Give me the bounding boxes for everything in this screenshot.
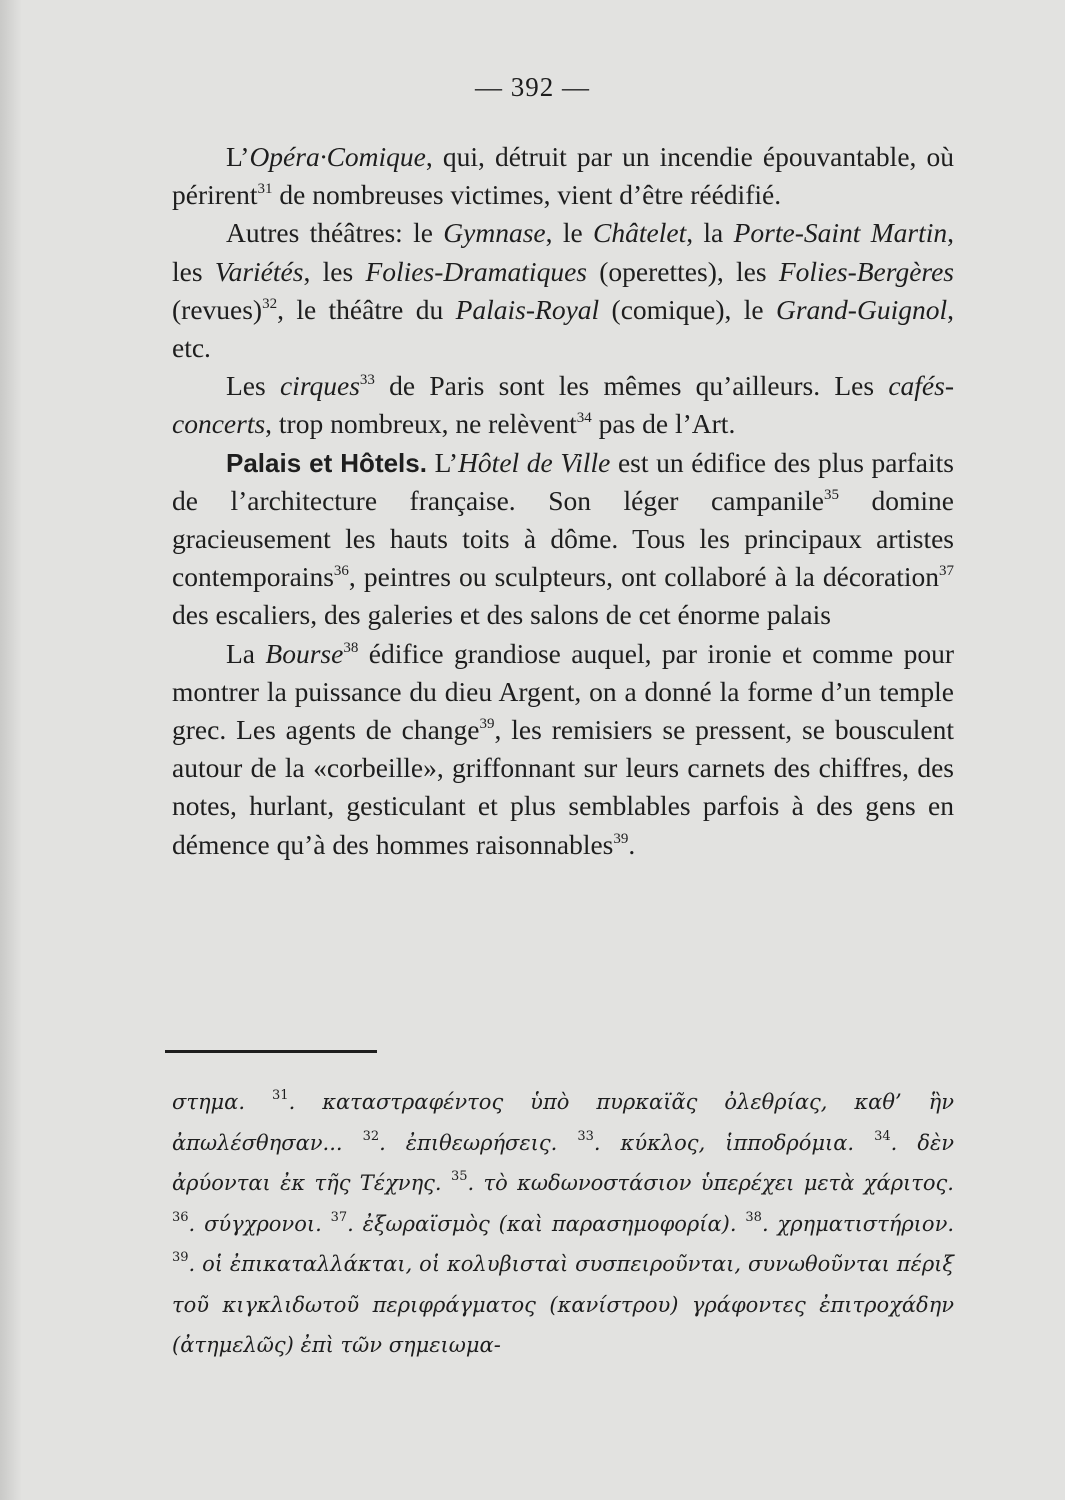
- footnote-separator: [165, 1050, 377, 1053]
- paragraph-cirques: Les cirques$^{33}$ de Paris sont les mêmes qu’ailleurs. Les cafés-concerts, trop nombreux, ne relèvent$^{34}$ pas de l’Art.: [172, 370, 954, 440]
- section-heading: Palais et Hôtels.: [226, 447, 427, 478]
- footnote-ref-39: 39: [479, 716, 495, 733]
- footnote-ref-33: 33: [359, 372, 375, 389]
- footnote-ref-37: 37: [939, 563, 954, 580]
- page-number: — 392 —: [475, 72, 590, 102]
- paragraph-palais-hotels: Palais et Hôtels. L’Hôtel de Ville est un édifice des plus parfaits de l’architecture française. Son léger campanile$^{35}$ domine gracieusement les hauts toits à dôme. Tous les principaux artistes contemporains$^{36}$, peintres ou sculpteurs, ont collaboré à la décoration$^{37}$ des escaliers, des galeries et des salons de cet énorme palais: [172, 446, 954, 631]
- footnote-ref-34: 34: [576, 410, 592, 427]
- footnote-ref-38: 38: [343, 639, 359, 656]
- footnote-ref-35: 35: [823, 486, 839, 503]
- paragraph-opera-comique: L’Opéra·Comique, qui, détruit par un incendie épouvantable, où périrent$^{31}$ de nombreuses victimes, vient d’être réédifié.: [172, 141, 954, 211]
- footnote-ref-32: 32: [262, 295, 278, 312]
- footnote-ref-39b: 39: [613, 830, 629, 847]
- page-edge-shadow: [0, 0, 22, 1500]
- main-text: [172, 138, 954, 864]
- footnote-ref-31: 31: [257, 181, 273, 198]
- footnote-ref-36: 36: [333, 563, 349, 580]
- footnotes: στημα. $^{31}$. καταστραφέντος ὑπὸ πυρκαϊᾶς ὀλεθρίας, καθ’ ἣν ἀπωλέσθησαν... $^{32}$. ἐπιθεωρήσεις. $^{33}$. κύκλος, ἱπποδρόμια. $^{34}$. δὲν ἀρύονται ἐκ τῆς Τέχνης. $^{35}$. τὸ κωδωνοστάσιον ὑπερέχει μετὰ χάριτος. $^{36}$. σύγχρονοι. $^{37}$. ἐξωραϊσμὸς (καὶ παρασημοφορία). $^{38}$. χρηματιστήριον. $^{39}$. οἱ ἐπικαταλλάκται, οἱ κολυβισταὶ συσπειροῦνται, συνωθοῦνται πέριξ τοῦ κιγκλιδωτοῦ περιφράγματος (κανίστρου) γράφοντες ἐπιτροχάδην (ἀτημελῶς) ἐπὶ τῶν σημειωμα-: [172, 1088, 955, 1357]
- term-opera-comique: Opéra·Comique: [249, 141, 426, 172]
- paragraph-bourse: La Bourse$^{38}$ édifice grandiose auquel, par ironie et comme pour montrer la puissance du dieu Argent, on a donné la forme d’un temple grec. Les agents de change$^{39}$, les remisiers se pressent, se bousculent autour de la «corbeille», griffonnant sur leurs carnets des chiffres, des notes, hurlant, gesticulant et plus semblables parfois à des gens en démence qu’à des hommes raisonnables$^{39}$.: [172, 637, 954, 860]
- paragraph-theatres: Autres théâtres: le Gymnase, le Châtelet, la Porte-Saint Martin, les Variétés, les Folies-Dramatiques (operettes), les Folies-Bergères (revues)$^{32}$, le théâtre du Palais-Royal (comique), le Grand-Guignol, etc.: [172, 217, 954, 364]
